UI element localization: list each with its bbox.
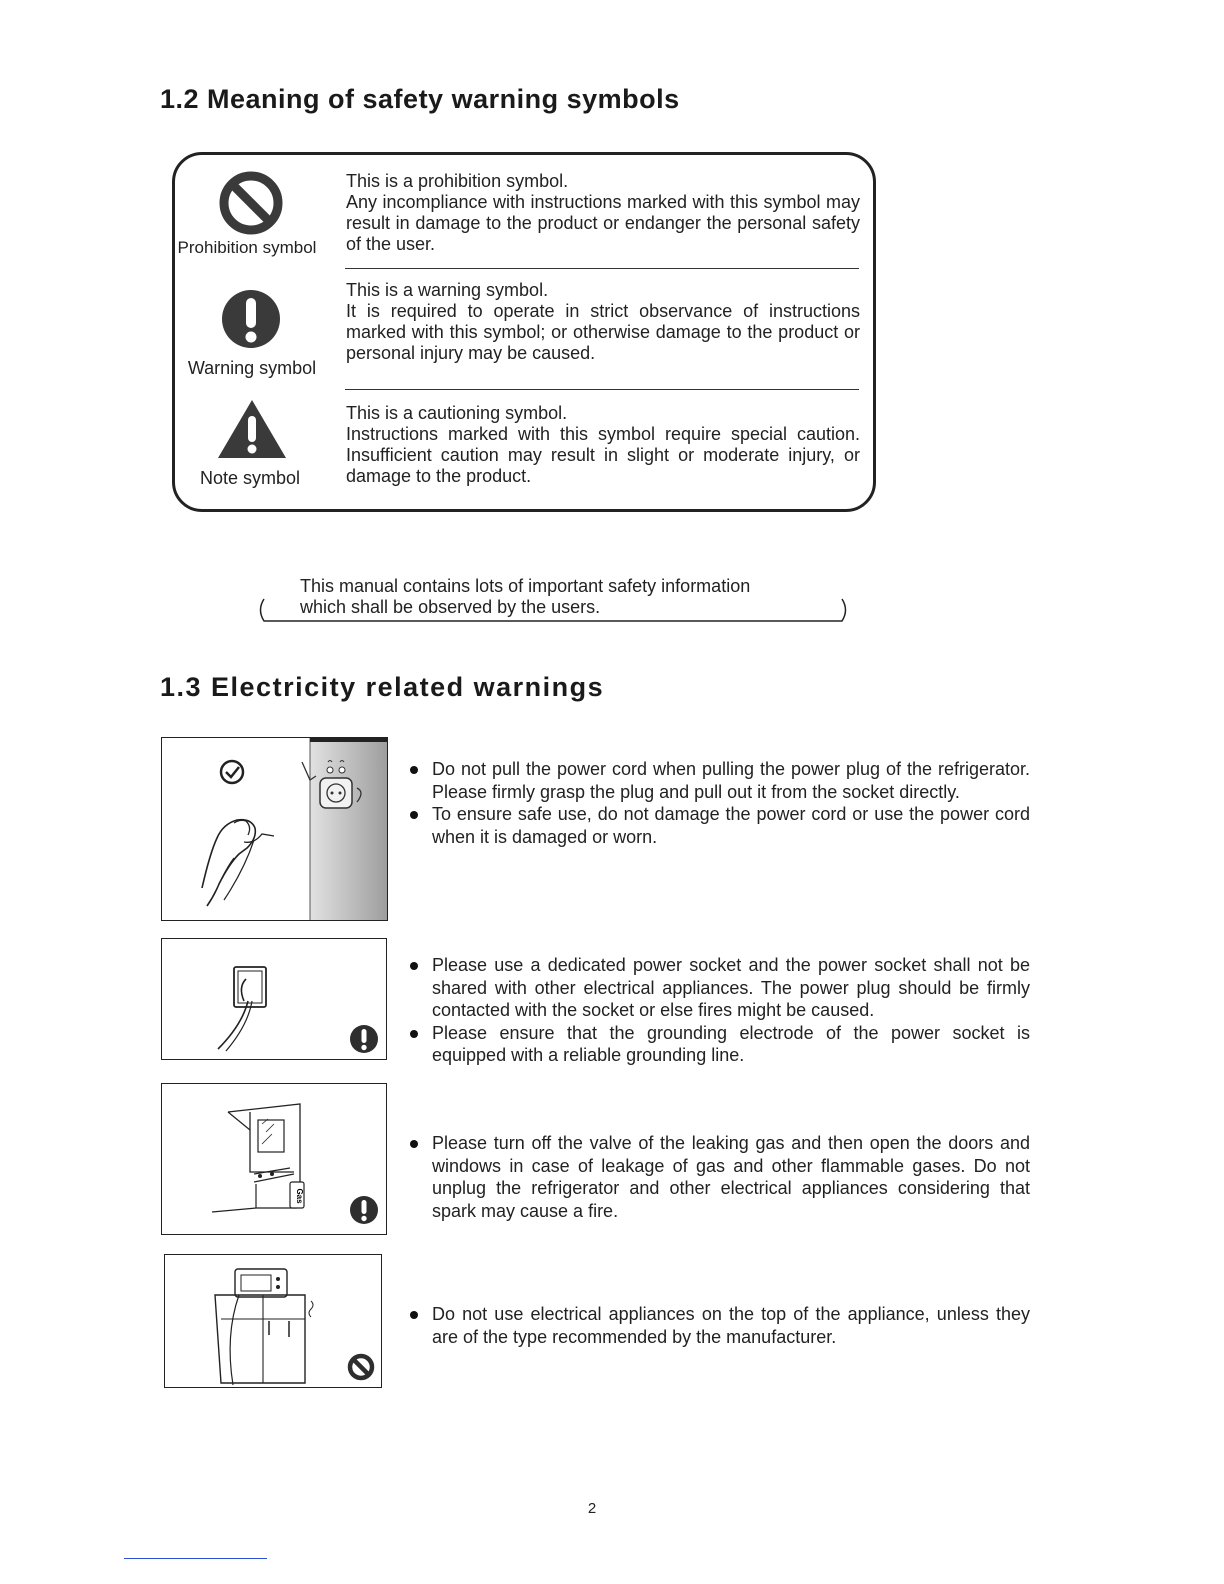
description-title: This is a cautioning symbol. — [346, 403, 568, 423]
figure-unplug-by-plug — [161, 737, 388, 921]
safety-note-line1: This manual contains lots of important safety information — [300, 576, 751, 596]
warning-list-2 — [410, 954, 1030, 1067]
safety-note-line2: which shall be observed by the users. — [300, 597, 601, 617]
section-heading-1-2: 1.2 Meaning of safety warning symbols — [160, 84, 680, 114]
footer-rule — [124, 1558, 267, 1559]
prohibition-symbol-label: Prohibition symbol — [177, 238, 317, 257]
warning-list-3 — [410, 1132, 1030, 1222]
prohibition-icon — [219, 171, 283, 235]
list-item: To ensure safe use, do not damage the power cord or use the power cord when it is damaged or worn. — [410, 803, 1030, 848]
warning-exclamation-icon — [350, 1196, 378, 1224]
list-item: Please ensure that the grounding electrode of the power socket is equipped with a reliable grounding line. — [410, 1022, 1030, 1067]
warning-list-4 — [410, 1303, 1030, 1348]
description-title: This is a prohibition symbol. — [346, 171, 569, 191]
divider — [345, 268, 859, 269]
description-body: Instructions marked with this symbol require special caution. Insufficient caution may result in slight or moderate injury, or damage to the product. — [346, 424, 860, 486]
section-heading-1-3: 1.3 Electricity related warnings — [160, 672, 605, 702]
figure-gas-leak — [161, 1083, 387, 1235]
note-bracket-underline — [256, 596, 852, 626]
list-item: Please use a dedicated power socket and the power socket shall not be shared with other electrical appliances. The power plug should be firmly contacted with the socket or else fires might be caused. — [410, 954, 1030, 1022]
warning-exclamation-icon — [350, 1025, 378, 1053]
list-item: Do not use electrical appliances on the top of the appliance, unless they are of the type recommended by the manufacturer. — [410, 1303, 1030, 1348]
caution-description — [346, 403, 860, 487]
list-item: Do not pull the power cord when pulling the power plug of the refrigerator. Please firmly grasp the plug and pull out it from the socket directly. — [410, 758, 1030, 803]
prohibition-icon — [350, 1356, 372, 1378]
page-number: 2 — [587, 1500, 597, 1517]
description-title: This is a warning symbol. — [346, 280, 549, 300]
warning-list-1 — [410, 758, 1030, 848]
prohibition-description — [346, 171, 860, 255]
note-symbol-label: Note symbol — [199, 468, 301, 488]
check-icon — [221, 761, 243, 783]
gas-label: Gas — [295, 1188, 304, 1204]
description-body: It is required to operate in strict observance of instructions marked with this symbol; or otherwise damage to the product or personal injury may be caused. — [346, 301, 860, 363]
list-item: Please turn off the valve of the leaking gas and then open the doors and windows in case of leakage of gas and other flammable gases. Do not unplug the refrigerator and other electrical appliances considering that spark may cause a fire. — [410, 1132, 1030, 1222]
divider — [345, 389, 859, 390]
description-body: Any incompliance with instructions marked with this symbol may result in damage to the product or endanger the personal safety of the user. — [346, 192, 860, 254]
figure-dedicated-socket — [161, 938, 387, 1060]
figure-appliance-on-top — [164, 1254, 382, 1388]
warning-description — [346, 280, 860, 364]
warning-exclamation-icon — [221, 289, 281, 349]
warning-symbol-label: Warning symbol — [187, 358, 317, 378]
caution-triangle-icon — [216, 398, 288, 460]
